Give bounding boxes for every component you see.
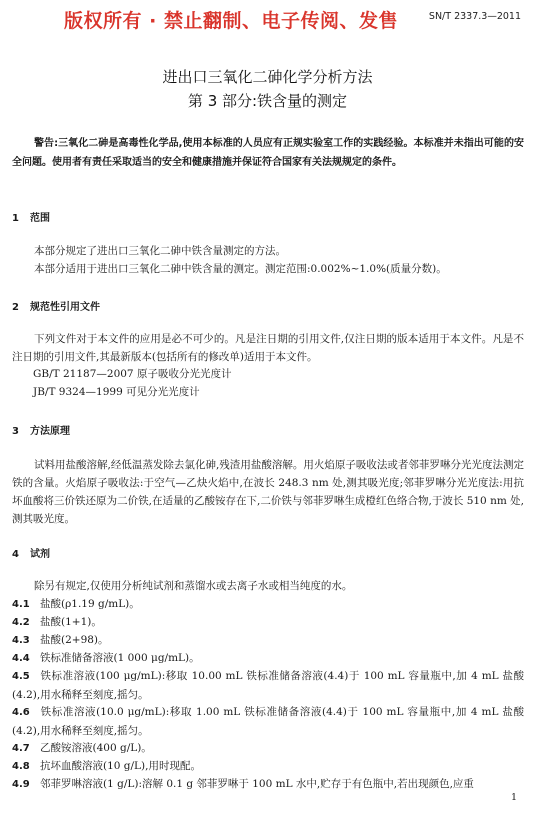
reagent-item xyxy=(12,649,524,668)
section-4-paragraph: 除另有规定,仅使用分析纯试剂和蒸馏水或去离子水或相当纯度的水。 xyxy=(34,580,353,592)
section-4-heading xyxy=(12,545,50,560)
item-number: 4.4 xyxy=(12,653,30,664)
item-text: 盐酸(1+1)。 xyxy=(40,616,102,628)
reagent-item xyxy=(12,631,524,650)
section-3-paragraph: 试料用盐酸溶解,经低温蒸发除去氯化砷,残渣用盐酸溶解。用火焰原子吸收法或者邻菲罗啉分光光度法测定铁的含量。火焰原子吸收法:于空气—乙炔火焰中,在波长 248.3 nm 处,测其吸光度;邻菲罗啉分光光度法:用抗坏血酸将三价铁还原为二价铁,在适量的乙酸铵存在下,二价铁与邻菲罗啉生成橙红色络合物,于波长 510 nm 处,测其吸光度。 xyxy=(12,459,524,525)
item-text: 盐酸(ρ1.19 g/mL)。 xyxy=(40,598,140,610)
section-number: 1 xyxy=(12,213,19,224)
reagent-item xyxy=(12,757,524,776)
item-number: 4.3 xyxy=(12,635,30,646)
section-number: 2 xyxy=(12,302,19,313)
item-number: 4.5 xyxy=(12,671,30,682)
reagent-item xyxy=(12,703,524,740)
item-number: 4.2 xyxy=(12,617,30,628)
item-text: 铁标准储备溶液(1 000 μg/mL)。 xyxy=(40,652,200,664)
document-subtitle: 第 3 部分:铁含量的测定 xyxy=(187,92,348,110)
reagent-item xyxy=(12,613,524,632)
reagent-item xyxy=(12,667,524,704)
item-text: 抗坏血酸溶液(10 g/L),用时现配。 xyxy=(40,760,201,772)
page-number: 1 xyxy=(510,792,517,803)
section-title: 方法原理 xyxy=(30,426,70,437)
copyright-watermark: 版权所有 · 禁止翻制、电子传阅、发售 xyxy=(64,10,398,32)
standard-number: SN/T 2337.3—2011 xyxy=(428,11,521,22)
item-text: 铁标准溶液(10.0 μg/mL):移取 1.00 mL 铁标准储备溶液(4.4)于 100 mL 容量瓶中,加 4 mL 盐酸(4.2),用水稀释至刻度,摇匀。 xyxy=(12,706,524,737)
section-3-heading xyxy=(12,422,70,437)
document-title: 进出口三氧化二砷化学分析方法 xyxy=(162,68,373,86)
reagent-item xyxy=(12,595,524,614)
section-number: 4 xyxy=(12,549,19,560)
item-number: 4.1 xyxy=(12,599,30,610)
section-1-paragraph-1: 本部分规定了进出口三氧化二砷中铁含量测定的方法。 xyxy=(34,245,286,257)
section-title: 规范性引用文件 xyxy=(30,302,100,313)
item-number: 4.7 xyxy=(12,743,30,754)
warning-paragraph: 警告:三氧化二砷是高毒性化学品,使用本标准的人员应有正规实验室工作的实践经验。本标准并未指出可能的安全问题。使用者有责任采取适当的安全和健康措施并保证符合国家有关法规规定的条件。 xyxy=(12,138,524,168)
section-title: 范围 xyxy=(30,213,50,224)
item-text: 铁标准溶液(100 μg/mL):移取 10.00 mL 铁标准储备溶液(4.4)于 100 mL 容量瓶中,加 4 mL 盐酸(4.2),用水稀释至刻度,摇匀。 xyxy=(12,670,524,701)
item-number: 4.6 xyxy=(12,707,30,718)
section-number: 3 xyxy=(12,426,19,437)
section-title: 试剂 xyxy=(30,549,50,560)
normative-reference: JB/T 9324—1999 可见分光光度计 xyxy=(33,386,200,398)
item-number: 4.9 xyxy=(12,779,30,790)
item-text: 乙酸铵溶液(400 g/L)。 xyxy=(40,742,152,754)
section-1-heading xyxy=(12,209,50,224)
normative-reference: GB/T 21187—2007 原子吸收分光光度计 xyxy=(33,368,232,380)
reagent-item xyxy=(12,775,524,794)
item-number: 4.8 xyxy=(12,761,30,772)
item-text: 邻菲罗啉溶液(1 g/L):溶解 0.1 g 邻菲罗啉于 100 mL 水中,贮存于有色瓶中,若出现颜色,应重 xyxy=(40,778,474,790)
section-2-heading xyxy=(12,298,100,313)
item-text: 盐酸(2+98)。 xyxy=(40,634,109,646)
reagent-item xyxy=(12,739,524,758)
section-1-paragraph-2: 本部分适用于进出口三氧化二砷中铁含量的测定。测定范围:0.002%~1.0%(质量分数)。 xyxy=(34,263,447,275)
section-2-paragraph: 下列文件对于本文件的应用是必不可少的。凡是注日期的引用文件,仅注日期的版本适用于本文件。凡是不注日期的引用文件,其最新版本(包括所有的修改单)适用于本文件。 xyxy=(12,333,524,363)
